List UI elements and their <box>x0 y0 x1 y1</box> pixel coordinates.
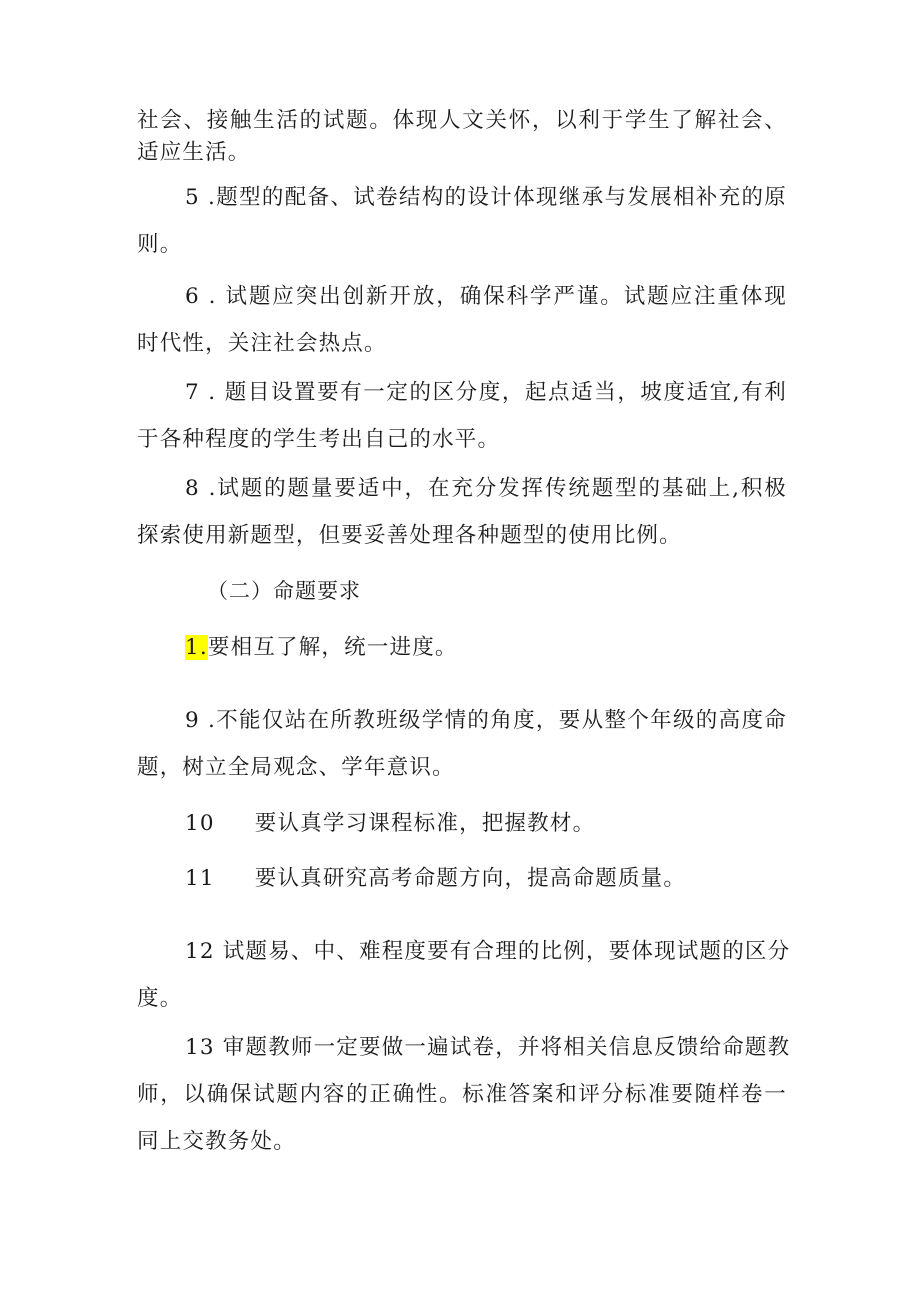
paragraph-line: 社会、接触生活的试题。体现人文关怀，以利于学生了解社会、 <box>137 108 787 133</box>
paragraph-line: 题，树立全局观念、学年意识。 <box>137 755 455 780</box>
section-heading: （二）命题要求 <box>207 579 361 603</box>
item-number: 10 <box>185 811 215 836</box>
highlighted-number: 1. <box>185 635 208 660</box>
list-item-12: 12 试题易、中、难程度要有合理的比例，要体现试题的区分 <box>185 939 791 964</box>
list-item-5: 5 .题型的配备、试卷结构的设计体现继承与发展相补充的原 <box>185 185 787 210</box>
item-text: 要认真学习课程标准，把握教材。 <box>254 811 596 836</box>
paragraph-line: 同上交教务处。 <box>137 1129 296 1154</box>
item-text: 要认真研究高考命题方向，提高命题质量。 <box>254 866 687 891</box>
requirement-1-text: 要相互了解，统一进度。 <box>207 635 458 660</box>
paragraph-line: 师，以确保试题内容的正确性。标准答案和评分标准要随样卷一 <box>137 1082 787 1107</box>
list-item-9: 9 .不能仅站在所教班级学情的角度，要从整个年级的高度命 <box>185 708 787 733</box>
item-number: 11 <box>185 866 215 891</box>
paragraph-line: 适应生活。 <box>137 140 251 165</box>
list-item-8: 8 .试题的题量要适中，在充分发挥传统题型的基础上,积极 <box>185 476 787 501</box>
paragraph-line: 时代性，关注社会热点。 <box>137 331 387 356</box>
list-item-11 <box>185 864 787 894</box>
paragraph-line: 度。 <box>137 986 183 1011</box>
paragraph-line: 于各种程度的学生考出自己的水平。 <box>137 427 501 452</box>
requirement-1 <box>185 633 787 663</box>
list-item-6: 6 . 试题应突出创新开放，确保科学严谨。试题应注重体现 <box>185 284 787 309</box>
paragraph-line: 则。 <box>137 232 183 257</box>
list-item-7: 7 . 题目设置要有一定的区分度，起点适当，坡度适宜,有利 <box>185 380 787 405</box>
list-item-10 <box>185 809 787 839</box>
list-item-13: 13 审题教师一定要做一遍试卷，并将相关信息反馈给命题教 <box>185 1035 791 1060</box>
paragraph-line: 探索使用新题型，但要妥善处理各种题型的使用比例。 <box>137 523 682 548</box>
